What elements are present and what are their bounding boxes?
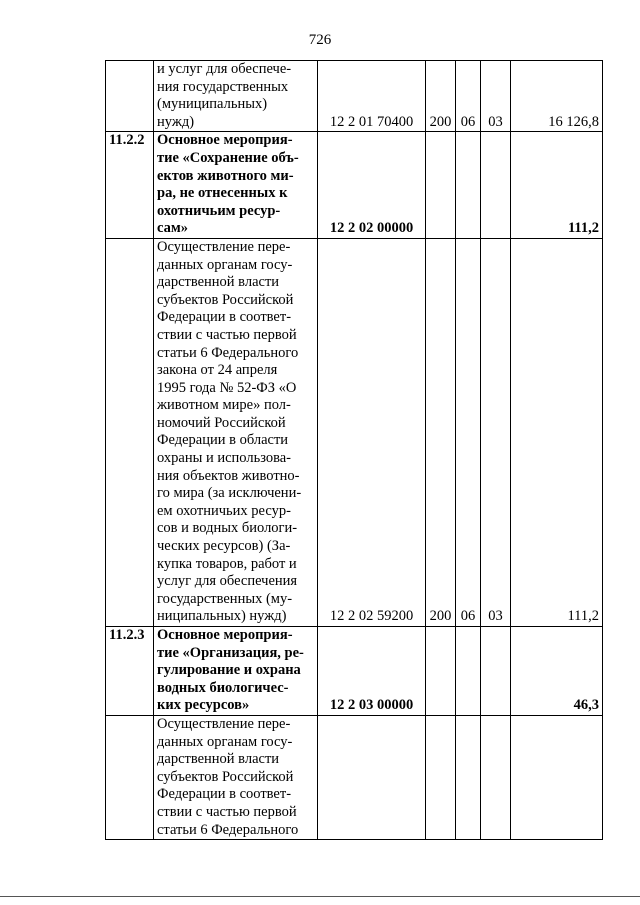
amount-cell xyxy=(511,715,603,839)
item-number-cell xyxy=(106,715,154,839)
target-code-cell: 12 2 03 00000 xyxy=(318,627,426,716)
table-row xyxy=(106,238,603,626)
target-code-cell: 12 2 02 00000 xyxy=(318,132,426,239)
subsection-cell xyxy=(481,715,511,839)
expense-type-cell xyxy=(426,627,456,716)
description-line: статьи 6 Федерального xyxy=(157,344,299,361)
description-line: охраны и использова- xyxy=(157,450,292,467)
description-line: данных органам госу- xyxy=(157,256,293,273)
budget-table xyxy=(105,60,603,840)
description-line: гулирование и охрана xyxy=(157,662,301,679)
description-line: ния государственных xyxy=(157,78,289,95)
description-line: го мира (за исключени- xyxy=(157,485,302,502)
subsection-cell: 03 xyxy=(481,238,511,626)
item-number-cell xyxy=(106,61,154,132)
expense-type-cell: 200 xyxy=(426,61,456,132)
description-line: номочий Российской xyxy=(157,414,286,431)
description-line: ствии с частью первой xyxy=(157,803,297,820)
description-line: сов и водных биологи- xyxy=(157,520,298,537)
subsection-cell xyxy=(481,627,511,716)
description-line: ра, не отнесенных к xyxy=(157,185,288,202)
description-line: субъектов Российской xyxy=(157,768,294,785)
description-line: тие «Сохранение объ- xyxy=(157,149,299,166)
table-body xyxy=(106,61,603,840)
expense-type-cell xyxy=(426,132,456,239)
description-line: Осуществление пере- xyxy=(157,715,291,732)
description-line: ем охотничьих ресур- xyxy=(157,502,291,519)
description-line: ческих ресурсов) (За- xyxy=(157,538,291,555)
description-line: ствии с частью первой xyxy=(157,326,297,343)
amount-cell: 111,2 xyxy=(511,132,603,239)
item-number-cell: 11.2.2 xyxy=(106,132,154,239)
section-cell xyxy=(456,715,481,839)
amount-cell: 46,3 xyxy=(511,627,603,716)
target-code-cell: 12 2 01 70400 xyxy=(318,61,426,132)
description-line: закона от 24 апреля xyxy=(157,362,278,379)
description-line: животном мире» пол- xyxy=(157,397,291,414)
subsection-cell xyxy=(481,132,511,239)
description-line: 1995 года № 52-ФЗ «О xyxy=(157,379,297,396)
description-line: и услуг для обеспече- xyxy=(157,61,292,77)
description-line: сам» xyxy=(157,220,188,237)
description-line: Основное мероприя- xyxy=(157,132,293,149)
description-line: дарственной власти xyxy=(157,274,280,291)
description-cell xyxy=(154,132,318,239)
description-line: ектов животного ми- xyxy=(157,167,294,184)
target-code-cell: 12 2 02 59200 xyxy=(318,238,426,626)
table-row xyxy=(106,627,603,716)
page-number: 726 xyxy=(308,32,332,48)
table-row xyxy=(106,132,603,239)
amount-cell: 111,2 xyxy=(511,238,603,626)
description-cell xyxy=(154,715,318,839)
description-line: (муниципальных) xyxy=(157,96,268,113)
item-number-cell: 11.2.3 xyxy=(106,627,154,716)
description-line: ниципальных) нужд) xyxy=(157,608,287,625)
description-line: государственных (му- xyxy=(157,590,293,607)
section-cell xyxy=(456,132,481,239)
amount-cell: 16 126,8 xyxy=(511,61,603,132)
description-line: Федерации в области xyxy=(157,432,289,449)
description-line: тие «Организация, ре- xyxy=(157,644,304,661)
target-code-cell xyxy=(318,715,426,839)
expense-type-cell: 200 xyxy=(426,238,456,626)
expense-type-cell xyxy=(426,715,456,839)
page-bottom-rule xyxy=(0,896,640,897)
description-line: ких ресурсов» xyxy=(157,697,250,714)
description-line: охотничьим ресур- xyxy=(157,202,281,219)
description-line: Основное мероприя- xyxy=(157,627,293,643)
subsection-cell: 03 xyxy=(481,61,511,132)
description-line: Осуществление пере- xyxy=(157,238,291,255)
description-line: услуг для обеспечения xyxy=(157,573,298,590)
description-line: купка товаров, работ и xyxy=(157,555,297,572)
description-cell xyxy=(154,61,318,132)
description-line: данных органам госу- xyxy=(157,733,293,750)
section-cell: 06 xyxy=(456,238,481,626)
description-cell xyxy=(154,627,318,716)
description-cell xyxy=(154,238,318,626)
section-cell xyxy=(456,627,481,716)
description-line: статьи 6 Федерального xyxy=(157,821,299,838)
item-number-cell xyxy=(106,238,154,626)
description-line: ния объектов животно- xyxy=(157,467,300,484)
table-row xyxy=(106,715,603,839)
description-line: дарственной власти xyxy=(157,751,280,768)
description-line: нужд) xyxy=(157,113,195,130)
section-cell: 06 xyxy=(456,61,481,132)
description-line: Федерации в соответ- xyxy=(157,309,292,326)
description-line: субъектов Российской xyxy=(157,291,294,308)
description-line: водных биологичес- xyxy=(157,679,289,696)
description-line: Федерации в соответ- xyxy=(157,786,292,803)
table-row xyxy=(106,61,603,132)
